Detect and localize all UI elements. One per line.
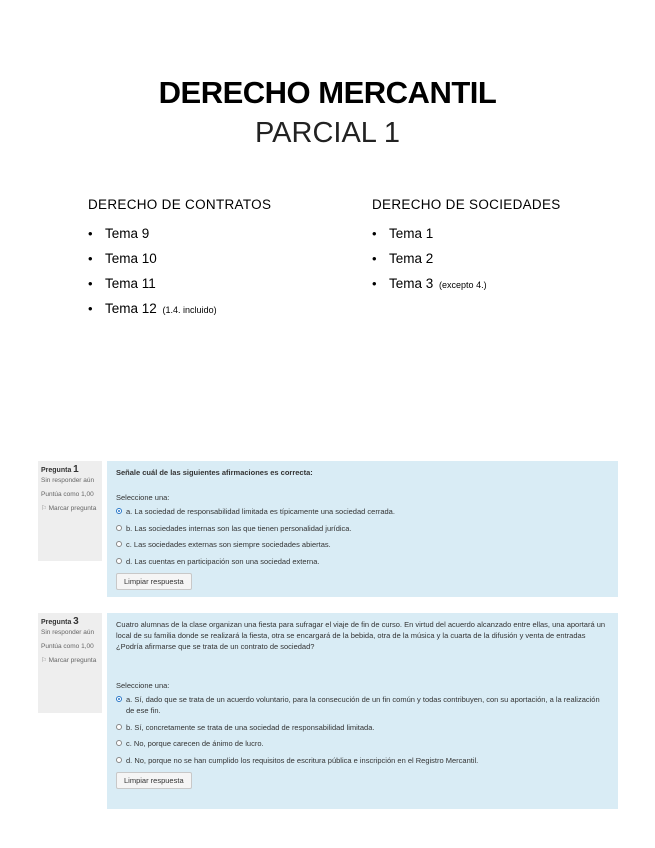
select-one-label: Seleccione una: bbox=[116, 493, 170, 502]
answer-option-b[interactable] bbox=[116, 523, 609, 534]
slide-subtitle: PARCIAL 1 bbox=[254, 117, 401, 149]
topic-label: Tema 11 bbox=[105, 276, 156, 291]
flag-icon: ⚐ bbox=[41, 505, 47, 512]
contracts-column bbox=[88, 197, 271, 321]
option-label: a. Sí, dado que se trata de un acuerdo voluntario, para la consecución de un fin común y todas contribuyen, con su aportación, a la realización de ese fin. bbox=[126, 695, 600, 715]
question-points: Puntúa como 1,00 bbox=[41, 491, 94, 498]
flag-label: Marcar pregunta bbox=[48, 657, 97, 664]
question-points: Puntúa como 1,00 bbox=[41, 643, 94, 650]
list-item bbox=[88, 221, 271, 246]
radio-button[interactable] bbox=[116, 541, 122, 547]
bullet-icon: • bbox=[88, 276, 93, 291]
option-label: d. No, porque no se han cumplido los requisitos de escritura pública e inscripción en el Registro Mercantil. bbox=[126, 755, 479, 765]
option-label: d. Las cuentas en participación son una sociedad externa. bbox=[126, 556, 320, 566]
answer-option-c[interactable] bbox=[116, 539, 609, 550]
list-item bbox=[372, 271, 561, 296]
companies-topic-list bbox=[372, 221, 561, 296]
option-label: b. Sí, concretamente se trata de una sociedad de responsabilidad limitada. bbox=[126, 722, 375, 732]
clear-answer-button[interactable]: Limpiar respuesta bbox=[116, 772, 192, 789]
question-text: Señale cuál de las siguientes afirmaciones es correcta: bbox=[116, 468, 313, 477]
list-item bbox=[372, 221, 561, 246]
question-content bbox=[107, 461, 618, 597]
topic-label: Tema 3 bbox=[389, 276, 434, 291]
radio-button[interactable] bbox=[116, 525, 122, 531]
radio-button[interactable] bbox=[116, 724, 122, 730]
radio-button[interactable] bbox=[116, 508, 122, 514]
bullet-icon: • bbox=[372, 276, 377, 291]
contracts-topic-list bbox=[88, 221, 271, 321]
option-label: c. No, porque carecen de ánimo de lucro. bbox=[126, 739, 264, 748]
answer-option-d[interactable] bbox=[116, 755, 609, 766]
topic-label: Tema 12 bbox=[105, 301, 157, 316]
topic-label: Tema 9 bbox=[105, 226, 150, 241]
flag-icon: ⚐ bbox=[41, 657, 47, 664]
bullet-icon: • bbox=[88, 251, 93, 266]
topic-note: (1.4. incluido) bbox=[162, 305, 217, 315]
topic-note: (excepto 4.) bbox=[439, 280, 487, 290]
list-item bbox=[372, 246, 561, 271]
bullet-icon: • bbox=[88, 226, 93, 241]
topic-label: Tema 2 bbox=[389, 251, 434, 266]
contracts-heading: DERECHO DE CONTRATOS bbox=[88, 197, 272, 212]
answer-option-b[interactable] bbox=[116, 722, 609, 733]
select-one-label: Seleccione una: bbox=[116, 681, 170, 690]
list-item bbox=[88, 246, 271, 271]
question-info-panel bbox=[38, 613, 102, 713]
radio-button[interactable] bbox=[116, 558, 122, 564]
flag-question-link[interactable] bbox=[41, 504, 99, 514]
answer-option-d[interactable] bbox=[116, 556, 609, 567]
question-3-block bbox=[38, 613, 618, 809]
answer-option-a[interactable] bbox=[116, 506, 609, 517]
clear-answer-button[interactable]: Limpiar respuesta bbox=[116, 573, 192, 590]
question-text: Cuatro alumnas de la clase organizan una fiesta para sufragar el viaje de fin de curso. En virtud del acuerdo alcanzado entre ellas, una aportará un local de su familia donde se realizará la fiesta, otra se encargará de la bebida, otra de la música y la cuarta de la difusión y venta de entradas ¿Podría afirmarse que se trata de un contrato de sociedad? bbox=[116, 620, 606, 651]
radio-button[interactable] bbox=[116, 757, 122, 763]
question-1-block bbox=[38, 461, 618, 597]
topic-label: Tema 10 bbox=[105, 251, 157, 266]
slide-title: DERECHO MERCANTIL bbox=[158, 75, 497, 110]
companies-heading: DERECHO DE SOCIEDADES bbox=[372, 197, 561, 212]
flag-label: Marcar pregunta bbox=[48, 505, 97, 512]
bullet-icon: • bbox=[88, 301, 93, 316]
question-content bbox=[107, 613, 618, 809]
bullet-icon: • bbox=[372, 251, 377, 266]
radio-button[interactable] bbox=[116, 740, 122, 746]
option-label: c. Las sociedades externas son siempre sociedades abiertas. bbox=[126, 540, 331, 549]
answer-option-c[interactable] bbox=[116, 738, 609, 749]
question-label: Pregunta bbox=[41, 467, 72, 474]
list-item bbox=[88, 296, 271, 321]
option-label: b. Las sociedades internas son las que tienen personalidad jurídica. bbox=[126, 523, 352, 533]
topic-label: Tema 1 bbox=[389, 226, 434, 241]
radio-button[interactable] bbox=[116, 696, 122, 702]
question-label: Pregunta bbox=[41, 619, 72, 626]
question-heading bbox=[41, 617, 99, 628]
question-info-panel bbox=[38, 461, 102, 561]
question-status: Sin responder aún bbox=[41, 629, 95, 636]
question-number: 1 bbox=[73, 464, 79, 475]
list-item bbox=[88, 271, 271, 296]
question-status: Sin responder aún bbox=[41, 477, 95, 484]
question-heading bbox=[41, 465, 99, 476]
question-number: 3 bbox=[73, 616, 79, 627]
bullet-icon: • bbox=[372, 226, 377, 241]
option-label: a. La sociedad de responsabilidad limitada es típicamente una sociedad cerrada. bbox=[126, 507, 395, 516]
companies-column bbox=[372, 197, 561, 296]
answer-option-a[interactable] bbox=[116, 694, 609, 716]
flag-question-link[interactable] bbox=[41, 656, 99, 666]
